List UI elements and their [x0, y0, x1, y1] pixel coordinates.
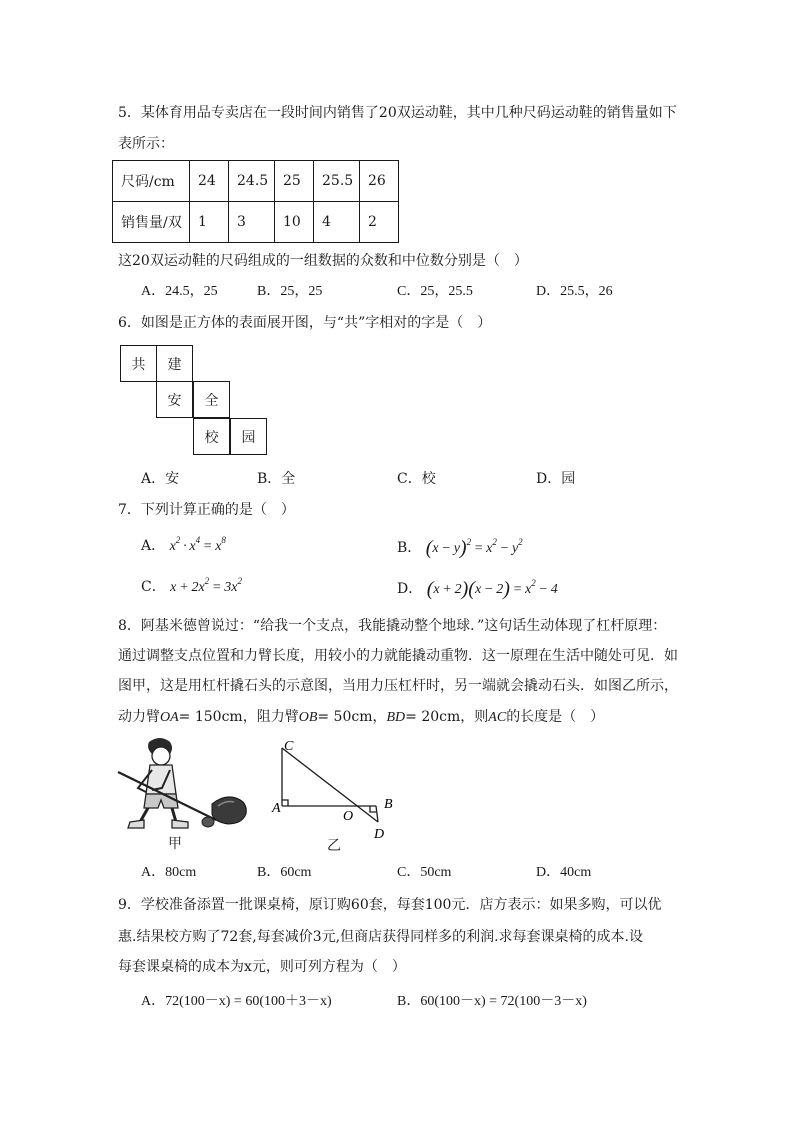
table-cell: 26: [360, 161, 399, 202]
label-b: B: [384, 797, 393, 812]
formula: $(x - y)^2 = x^2 - y^2$: [425, 537, 523, 559]
table-header-size: 尺码/cm: [113, 161, 190, 202]
q9-stem-line3: 每套课桌椅的成本为x元，则可列方程为（ ）: [118, 959, 406, 975]
q6-option-c[interactable]: C．校: [397, 471, 436, 487]
text-run: = 20cm，则: [405, 709, 489, 725]
label-d: D: [374, 827, 385, 842]
table-cell: 24: [190, 161, 229, 202]
table-cell: 25: [275, 161, 314, 202]
table-row: [113, 161, 399, 202]
option-letter: D．: [397, 581, 423, 597]
segment-label: OB: [298, 710, 318, 725]
table-cell: 2: [360, 202, 399, 243]
formula: $(x + 2)(x - 2) = x^2 - 4$: [426, 578, 558, 600]
table-row: [113, 202, 399, 243]
label-a: A: [272, 801, 281, 816]
segment-bd: [376, 806, 378, 822]
option-letter: A．: [141, 538, 166, 554]
q9-stem-line2: 惠.结果校方购了72套,每套减价3元,但商店获得同样多的利润.求每套课桌椅的成本.设: [118, 929, 643, 945]
text-run: 的长度是（ ）: [506, 709, 605, 725]
q6-stem: 6．如图是正方体的表面展开图，与“共”字相对的字是（ ）: [118, 315, 492, 331]
cube-cell: 建: [156, 345, 193, 382]
q6-option-b[interactable]: B．全: [257, 471, 296, 487]
table-header-sales: 销售量/双: [113, 202, 190, 243]
segment-label: BD: [386, 710, 406, 725]
segment-cd: [282, 748, 378, 822]
caption-jia: 甲: [168, 836, 182, 852]
cube-cell: 安: [156, 381, 193, 418]
q7-option-a[interactable]: [141, 536, 226, 557]
text-run: = 50cm，: [317, 709, 387, 725]
q6-option-a[interactable]: A．安: [141, 471, 180, 487]
q5-option-d[interactable]: D．25.5，26: [536, 284, 613, 299]
q5-stem-line1: 5．某体育用品专卖店在一段时间内销售了20双运动鞋，其中几种尺码运动鞋的销售量如下: [118, 105, 677, 121]
formula: $x + 2x^2 = 3x^2$: [170, 576, 242, 595]
q8-option-d[interactable]: D．40cm: [536, 865, 592, 880]
caption-yi: 乙: [327, 838, 341, 854]
table-cell: 25.5: [314, 161, 360, 202]
q8-stem-line1: 8．阿基米德曾说过：“给我一个支点，我能撬动整个地球．”这句话生动体现了杠杆原理：: [118, 618, 667, 634]
q8-stem-line3: 图甲，这是用杠杆撬石头的示意图，当用力压杠杆时，另一端就会撬动石头．如图乙所示，: [118, 678, 678, 694]
q5-question: 这20双运动鞋的尺码组成的一组数据的众数和中位数分别是（ ）: [118, 253, 528, 269]
q8-stem-line4: [118, 707, 604, 728]
table-cell: 4: [314, 202, 360, 243]
q8-option-b[interactable]: B．60cm: [257, 865, 312, 880]
q5-option-b[interactable]: B．25，25: [257, 284, 323, 299]
cube-cell: 校: [193, 418, 230, 455]
q7-option-d[interactable]: [397, 577, 558, 600]
text-run: = 150cm，阻力臂: [178, 709, 299, 725]
cube-cell: 园: [230, 418, 267, 455]
q5-option-c[interactable]: C．25，25.5: [397, 284, 473, 299]
formula: $x^2 \cdot x^4 = x^8$: [169, 535, 226, 554]
segment-label: OA: [160, 710, 179, 725]
q9-stem-line1: 9．学校准备添置一批课桌椅，原订购60套，每套100元．店方表示：如果多购，可以优: [118, 897, 662, 913]
lever-geometry-figure: [262, 734, 402, 846]
q8-option-c[interactable]: C．50cm: [397, 865, 452, 880]
q7-stem: 7．下列计算正确的是（ ）: [118, 502, 295, 518]
table-cell: 3: [229, 202, 275, 243]
option-letter: C．: [141, 579, 166, 595]
table-cell: 1: [190, 202, 229, 243]
table-cell: 10: [275, 202, 314, 243]
label-o: O: [343, 809, 354, 824]
q7-option-c[interactable]: [141, 577, 242, 598]
q8-option-a[interactable]: A．80cm: [141, 865, 197, 880]
size-sales-table: [112, 160, 399, 243]
q5-stem-line2: 表所示：: [118, 136, 174, 152]
label-c: C: [284, 739, 294, 754]
q7-option-b[interactable]: [397, 536, 523, 559]
q8-stem-line2: 通过调整支点位置和力臂长度，用较小的力就能撬动重物．这一原理在生活中随处可见．如: [118, 648, 678, 664]
option-letter: B．: [397, 540, 422, 556]
text-run: 动力臂: [118, 709, 160, 725]
lever-person-illustration: [112, 736, 252, 836]
segment-label: AC: [488, 710, 507, 725]
cube-cell: 共: [120, 345, 157, 382]
cube-cell: 全: [193, 381, 230, 418]
q6-option-d[interactable]: D．园: [536, 471, 576, 487]
q5-option-a[interactable]: A．24.5，25: [141, 284, 218, 299]
q9-option-b[interactable]: B．60(100－x) = 72(100－3－x): [397, 994, 587, 1009]
table-cell: 24.5: [229, 161, 275, 202]
q9-option-a[interactable]: A．72(100－x) = 60(100＋3－x): [141, 994, 332, 1009]
right-angle-a: [282, 800, 288, 806]
right-angle-b: [370, 806, 376, 812]
